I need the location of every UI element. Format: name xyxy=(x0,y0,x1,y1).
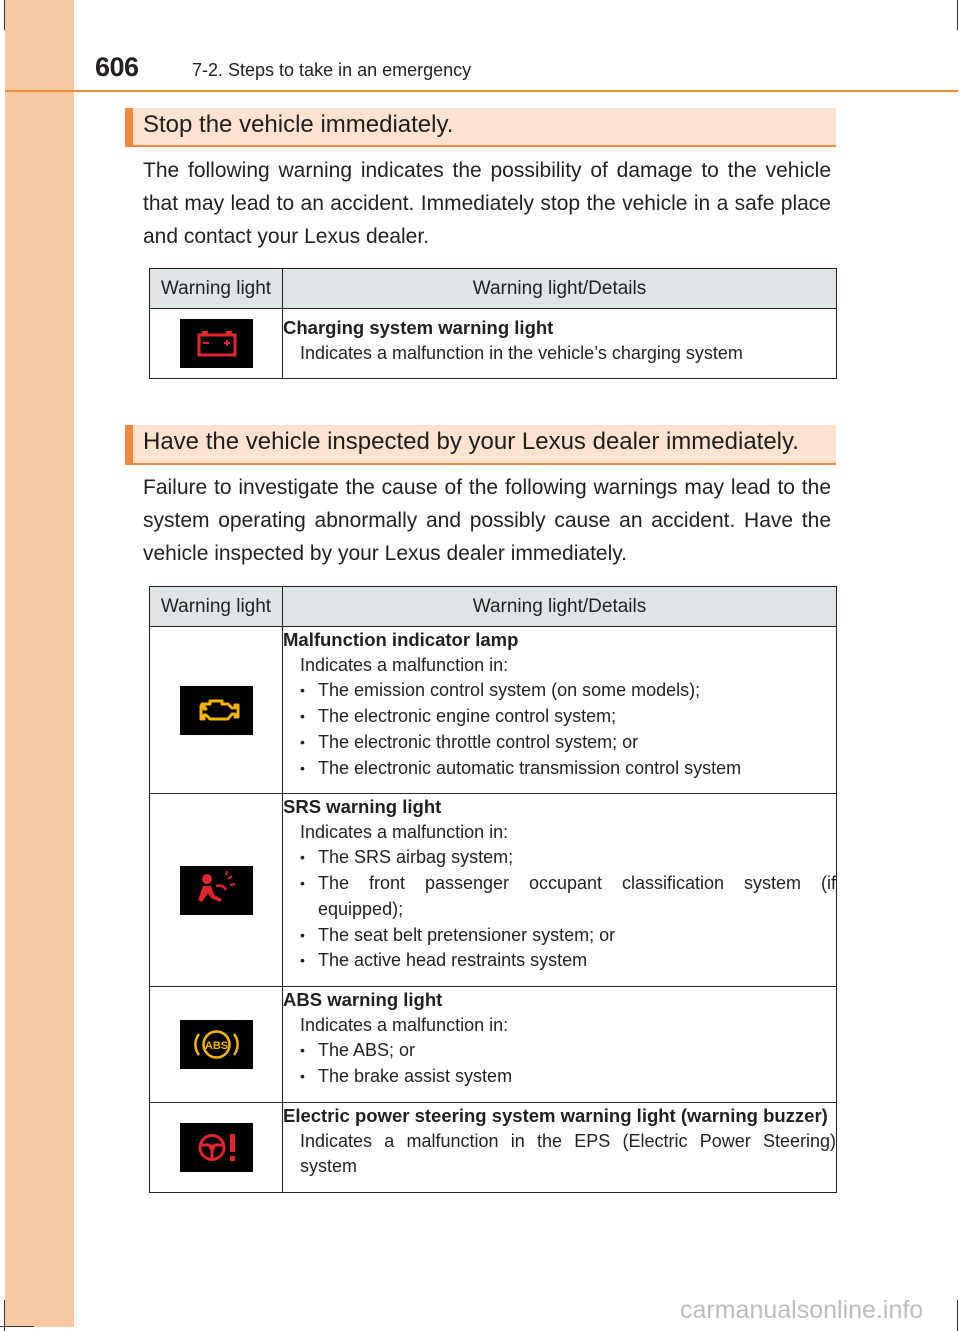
side-band xyxy=(5,0,74,1327)
row-description: Indicates a malfunction in the EPS (Electric Power Steering) system xyxy=(300,1130,836,1177)
crop-mark xyxy=(4,0,5,30)
crop-mark xyxy=(957,1300,958,1331)
battery-icon xyxy=(180,319,253,368)
section-intro: Failure to investigate the cause of the following warnings may lead to the system operating abnormally and possibly cause an accident. Have the vehicle inspected by your Lexus dealer immediately. xyxy=(143,476,831,565)
row-title: Electric power steering system warning light (warning buzzer) xyxy=(283,1105,828,1126)
list-item: • The active head restraints system xyxy=(300,948,836,974)
section-intro: The following warning indicates the possibility of damage to the vehicle that may lead to an accident. Immediately stop the vehicle in a safe place and contact your Lexus dealer. xyxy=(143,159,831,248)
row-title: ABS warning light xyxy=(283,989,443,1010)
column-header-warning-light: Warning light xyxy=(150,269,283,309)
list-item: • The SRS airbag system; xyxy=(300,845,836,871)
row-title: Charging system warning light xyxy=(283,317,554,338)
warning-table-stop xyxy=(149,268,837,379)
crop-mark xyxy=(0,1326,34,1327)
crop-mark xyxy=(4,1300,5,1331)
list-item: • The seat belt pretensioner system; or xyxy=(300,923,836,949)
bullet-list xyxy=(283,845,836,974)
row-title: Malfunction indicator lamp xyxy=(283,629,519,650)
svg-text:ABS: ABS xyxy=(204,1040,228,1052)
bullet-list xyxy=(283,1038,836,1089)
list-item: • The brake assist system xyxy=(300,1064,836,1090)
column-header-details: Warning light/Details xyxy=(283,587,837,627)
list-item: • The electronic automatic transmission control system xyxy=(300,756,836,782)
table-row xyxy=(150,987,837,1103)
chapter-title: 7-2. Steps to take in an emergency xyxy=(192,60,472,80)
list-item: • The front passenger occupant classification system (if equipped); xyxy=(300,871,836,922)
crop-mark xyxy=(957,0,958,30)
section-heading-stop xyxy=(125,108,836,147)
header-rule xyxy=(5,90,958,92)
table-row xyxy=(150,1103,837,1193)
row-description: Indicates a malfunction in: xyxy=(300,1014,509,1035)
table-row xyxy=(150,794,837,987)
row-description: Indicates a malfunction in the vehicle’s charging system xyxy=(300,342,743,363)
engine-icon xyxy=(180,686,253,735)
steering-icon xyxy=(180,1123,253,1172)
section-title: Stop the vehicle immediately. xyxy=(143,111,454,138)
list-item: • The emission control system (on some models); xyxy=(300,678,836,704)
table-row xyxy=(150,309,837,379)
airbag-icon xyxy=(180,866,253,915)
column-header-details: Warning light/Details xyxy=(283,269,837,309)
abs-icon xyxy=(180,1020,253,1069)
row-description: Indicates a malfunction in: xyxy=(300,821,509,842)
list-item: • The electronic throttle control system; or xyxy=(300,730,836,756)
list-item: • The electronic engine control system; xyxy=(300,704,836,730)
table-row xyxy=(150,627,837,794)
section-title: Have the vehicle inspected by your Lexus dealer immediately. xyxy=(143,428,799,455)
page-number: 606 xyxy=(95,52,139,82)
row-description: Indicates a malfunction in: xyxy=(300,654,509,675)
row-title: SRS warning light xyxy=(283,796,442,817)
section-heading-inspect xyxy=(125,425,836,465)
list-item: • The ABS; or xyxy=(300,1038,836,1064)
column-header-warning-light: Warning light xyxy=(150,587,283,627)
warning-table-inspect xyxy=(149,586,837,1193)
watermark: carmanualsonline.info xyxy=(680,1296,924,1324)
bullet-list xyxy=(283,678,836,781)
